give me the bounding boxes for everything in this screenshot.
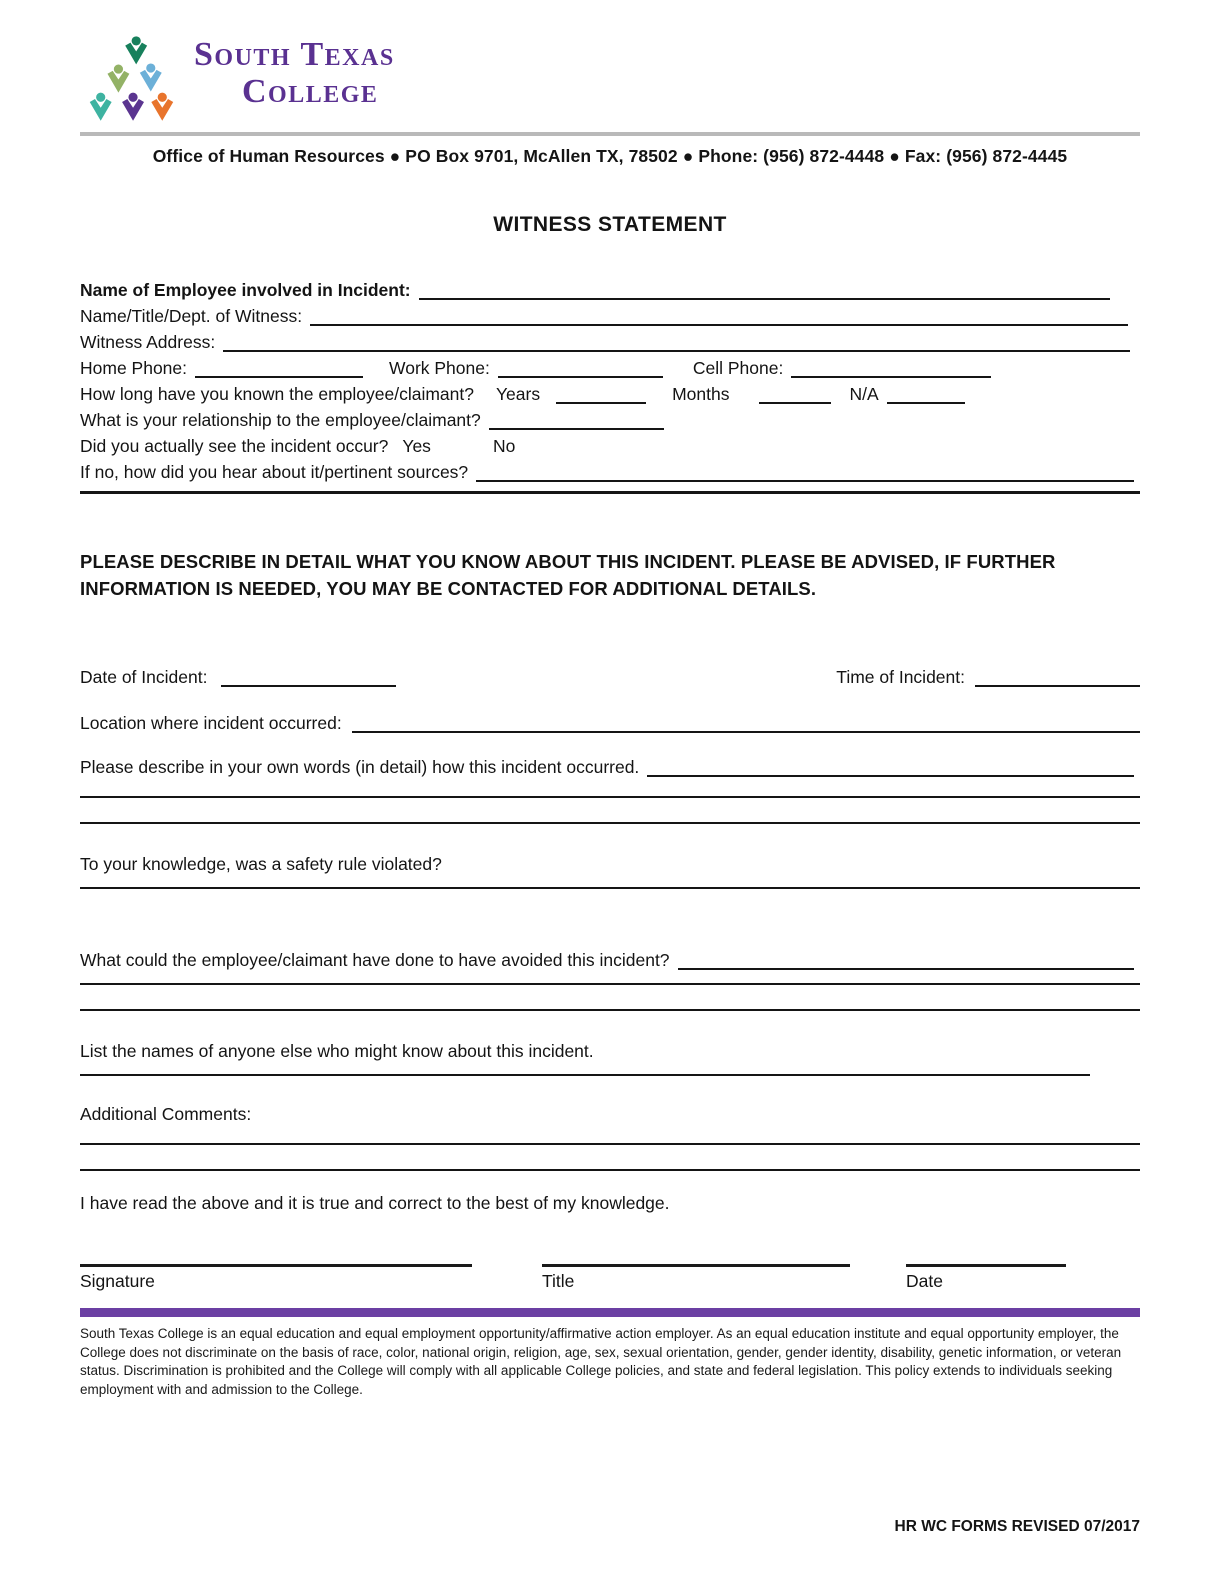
logo-person-figure [107, 64, 129, 92]
witness-name-field-line [310, 321, 1128, 326]
attestation-text: I have read the above and it is true and correct to the best of my knowledge. [80, 1193, 670, 1213]
heard-about-field-line [476, 477, 1134, 482]
others-line-1 [80, 1074, 1090, 1076]
signature-cell [80, 1264, 472, 1292]
college-logo [84, 34, 1140, 124]
years-label: Years [495, 384, 541, 404]
home-phone-label: Home Phone: [80, 358, 188, 378]
logo-person-figure [90, 93, 112, 121]
employee-name-field-line [419, 295, 1110, 300]
relationship-row [80, 405, 1140, 431]
witness-address-label: Witness Address: [80, 332, 216, 352]
relationship-label: What is your relationship to the employee/claimant? [80, 410, 481, 430]
header-divider [80, 132, 1140, 136]
known-duration-label: How long have you known the employee/claimant? [80, 384, 474, 404]
avoided-label: What could the employee/claimant have done to have avoided this incident? [80, 950, 670, 970]
work-phone-label: Work Phone: [389, 358, 490, 378]
avoided-row [80, 945, 1140, 971]
months-field-line [759, 399, 831, 404]
avoided-field-line [678, 965, 1134, 970]
others-label: List the names of anyone else who might know about this incident. [80, 1041, 594, 1061]
witness-name-label: Name/Title/Dept. of Witness: [80, 306, 303, 326]
incident-location-label: Location where incident occurred: [80, 713, 342, 733]
witness-name-row [80, 301, 1140, 327]
footer-purple-bar [80, 1308, 1140, 1317]
yes-option-label: Yes [402, 436, 431, 456]
own-words-field-line [647, 772, 1134, 777]
safety-rule-label: To your knowledge, was a safety rule violated? [80, 854, 442, 874]
cell-phone-field-line [791, 373, 991, 378]
saw-incident-row [80, 431, 1140, 457]
own-words-row [80, 752, 1140, 778]
phones-row [80, 353, 1140, 379]
own-words-line-3 [80, 822, 1140, 824]
na-field-line [887, 399, 965, 404]
logo-person-figure [140, 63, 162, 91]
title-field-line [542, 1264, 850, 1267]
known-duration-row [80, 379, 1140, 405]
relationship-field-line [489, 425, 664, 430]
comments-label: Additional Comments: [80, 1104, 252, 1124]
months-label: Months [672, 384, 730, 404]
work-phone-field-line [498, 373, 663, 378]
signature-label: Signature [80, 1271, 155, 1291]
employee-name-label: Name of Employee involved in Incident: [80, 280, 411, 300]
college-wordmark [194, 36, 395, 110]
avoided-line-2 [80, 983, 1140, 985]
years-field-line [556, 399, 646, 404]
home-phone-field-line [195, 373, 363, 378]
college-name-line1: South Texas [194, 36, 395, 73]
incident-time-label: Time of Incident: [836, 667, 965, 687]
cell-phone-label: Cell Phone: [692, 358, 784, 378]
witness-info-section [80, 275, 1140, 494]
signature-field-line [80, 1264, 472, 1267]
incident-location-field-line [352, 728, 1140, 733]
own-words-label: Please describe in your own words (in detail) how this incident occurred. [80, 757, 640, 777]
logo-person-figure [125, 36, 147, 64]
heard-about-label: If no, how did you hear about it/pertinent sources? [80, 462, 469, 482]
eeo-disclaimer: South Texas College is an equal education and equal employment opportunity/affirmative action employer. As an equal education institute and equal opportunity employer, the College does not discriminate on the basis of race, color, national origin, religion, age, sex, sexual orientation, gender, gender identity, disability, genetic information, or veteran status. Discrimination is prohibited and the College will comply with all applicable College policies, and state and federal legislation. This policy extends to individuals seeking employment with and admission to the College. [80, 1326, 1122, 1397]
location-row [80, 708, 1140, 734]
no-option-label: No [492, 436, 516, 456]
incident-detail-section [80, 662, 1140, 1214]
employee-name-row [80, 275, 1140, 301]
saw-incident-label: Did you actually see the incident occur? [80, 436, 389, 456]
incident-date-field-line [221, 682, 396, 687]
date-cell [906, 1264, 1066, 1292]
avoided-line-3 [80, 1009, 1140, 1011]
comments-line-1 [80, 1143, 1140, 1145]
revision-note: HR WC FORMS REVISED 07/2017 [894, 1518, 1140, 1535]
safety-rule-line-1 [80, 887, 1140, 889]
witness-address-row [80, 327, 1140, 353]
logo-person-figure [151, 93, 173, 121]
incident-time-field-line [975, 682, 1140, 687]
witness-address-field-line [223, 347, 1130, 352]
title-cell [542, 1264, 850, 1292]
hr-contact-line: Office of Human Resources ● PO Box 9701, McAllen TX, 78502 ● Phone: (956) 872-4448 ● Fax: (956) 872-4445 [152, 146, 1068, 166]
incident-date-label: Date of Incident: [80, 667, 208, 687]
comments-line-2 [80, 1169, 1140, 1171]
describe-instruction-heading: PLEASE DESCRIBE IN DETAIL WHAT YOU KNOW ABOUT THIS INCIDENT. PLEASE BE ADVISED, IF FURTHER INFORMATION IS NEEDED, YOU MAY BE CONTACTED FOR ADDITIONAL DETAILS. [80, 551, 1056, 599]
na-label: N/A [849, 384, 879, 404]
title-label: Title [542, 1271, 575, 1291]
heard-about-row [80, 457, 1140, 483]
stc-people-logo-icon [84, 34, 180, 124]
date-label: Date [906, 1271, 943, 1291]
date-time-row [80, 662, 1140, 688]
heard-about-extra-line [80, 491, 1140, 494]
signature-block [80, 1264, 1140, 1292]
form-title: WITNESS STATEMENT [493, 213, 727, 236]
logo-person-figure [122, 93, 144, 121]
college-name-line2: College [242, 73, 379, 110]
date-field-line [906, 1264, 1066, 1267]
own-words-line-2 [80, 796, 1140, 798]
